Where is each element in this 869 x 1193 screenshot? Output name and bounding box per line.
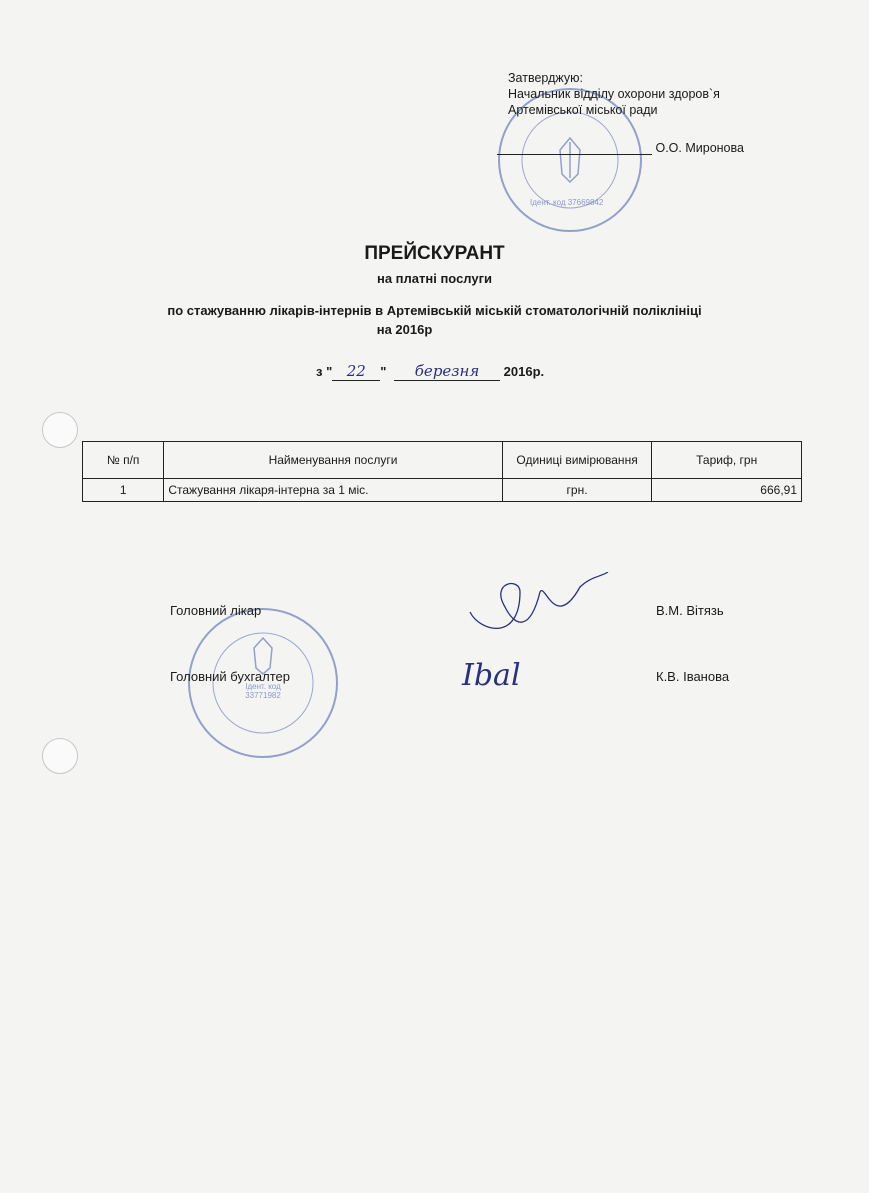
approval-signer: О.О. Миронова: [655, 141, 744, 155]
table-row: [83, 479, 802, 502]
chief-accountant-role: Головний бухгалтер: [170, 669, 290, 684]
document-subtitle: на платні послуги: [376, 271, 493, 286]
header-unit: Одиниці вимірювання: [502, 442, 652, 479]
approval-position-1: Начальник відділу охорони здоров`я: [508, 87, 720, 101]
stamp-code: Ідент. код 37669842: [530, 198, 604, 207]
header-service: Найменування послуги: [164, 442, 502, 479]
punch-hole: [42, 412, 78, 448]
chief-accountant-signature: Ibal: [462, 658, 521, 693]
chief-doctor-role: Головний лікар: [170, 603, 262, 618]
table-header-row: [83, 442, 802, 479]
row-service: Стажування лікаря-інтерна за 1 міс.: [164, 479, 502, 502]
date-prefix: з ": [316, 364, 333, 379]
row-tariff: 666,91: [652, 479, 802, 502]
punch-hole: [42, 738, 78, 774]
approval-signature-line: [497, 140, 757, 155]
price-table: [82, 441, 802, 502]
date-month: березня: [394, 362, 500, 381]
signature-rule: [497, 140, 652, 155]
approval-position-2: Артемівської міської ради: [508, 103, 658, 117]
row-num: 1: [83, 479, 164, 502]
chief-doctor-signature: [460, 572, 610, 642]
document-title: ПРЕЙСКУРАНТ: [364, 243, 505, 264]
approval-block: [508, 70, 720, 118]
effective-date: [316, 362, 544, 381]
date-day: 22: [332, 362, 380, 381]
row-unit: грн.: [502, 479, 652, 502]
stamp-code: Ідент. код 33771982: [245, 682, 281, 700]
header-num: № п/п: [83, 442, 164, 479]
document-year: на 2016р: [376, 322, 433, 337]
approval-heading: Затверджую:: [508, 71, 583, 85]
date-year: 2016р.: [503, 364, 545, 379]
document-scope: по стажуванню лікарів-інтернів в Артемівській міській стоматологічній поліклініці: [167, 303, 702, 318]
chief-accountant-name: К.В. Іванова: [656, 669, 730, 684]
date-mid: ": [380, 364, 387, 379]
header-tariff: Тариф, грн: [652, 442, 802, 479]
chief-doctor-name: В.М. Вітязь: [656, 603, 724, 618]
